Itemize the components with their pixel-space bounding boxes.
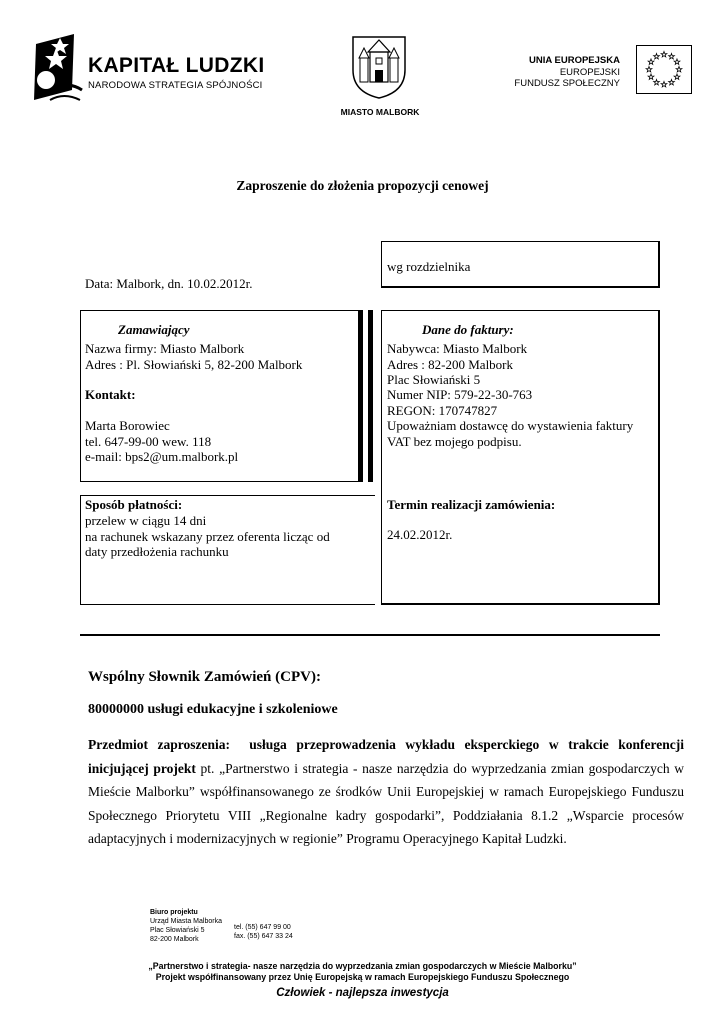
payment-line2: na rachunek wskazany przez oferenta licząc od <box>85 529 330 544</box>
faktura-regon: REGON: 170747827 <box>387 403 498 418</box>
zamawiajacy-address: Adres : Pl. Słowiański 5, 82-200 Malbork <box>85 357 303 372</box>
zamawiajacy-heading: Zamawiający <box>118 322 190 337</box>
office-fax: fax. (55) 647 33 24 <box>234 933 293 940</box>
malbork-crest <box>350 34 408 100</box>
divider-bar <box>368 310 373 482</box>
kapital-ludzki-subtitle: NARODOWA STRATEGIA SPÓJNOŚCI <box>88 80 263 91</box>
document-title: Zaproszenie do złożenia propozycji cenowej <box>236 178 489 193</box>
subject-rest-text: pt. „Partnerstwo i strategia - nasze narzędzia do wyprzedzania zmian gospodarczych w Mieście Malborku” współfinansowanego ze środków Unii Europejskiej w ramach Europejskiego Funduszu Społecznego Priorytetu VIII „Regionalne kadry gospodarki”, Poddziałania 8.1.2 „Wsparcie procesów adaptacyjnych i modernizacyjnych w regionie” Programu Operacyjnego Kapitał Ludzki. <box>88 760 684 846</box>
malbork-coat-of-arms-icon <box>350 34 408 100</box>
kapital-ludzki-title: KAPITAŁ LUDZKI <box>88 54 265 77</box>
section-divider <box>80 634 660 636</box>
divider-bar <box>358 310 363 482</box>
subject-paragraph <box>88 733 684 851</box>
office-tel: tel. (55) 647 99 00 <box>234 924 291 931</box>
eu-label-line2: EUROPEJSKI <box>559 67 620 78</box>
term-heading: Termin realizacji zamówienia: <box>387 497 556 512</box>
cpv-heading: Wspólny Słownik Zamówień (CPV): <box>88 669 321 685</box>
footer-contact <box>234 923 293 941</box>
faktura-authorization-1: Upoważniam dostawcę do wystawienia faktury <box>387 418 634 433</box>
eu-flag <box>636 45 692 94</box>
payment-line1: przelew w ciągu 14 dni <box>85 513 207 528</box>
term-date: 24.02.2012r. <box>387 527 453 542</box>
city-label: MIASTO MALBORK <box>340 107 420 117</box>
footer-office <box>150 908 222 944</box>
footer-cofinancing-line: Projekt współfinansowany przez Unię Europejską w ramach Europejskiego Funduszu Społecznego <box>155 972 570 982</box>
faktura-address1: Adres : 82-200 Malbork <box>387 357 514 372</box>
faktura-nip: Numer NIP: 579-22-30-763 <box>387 387 533 402</box>
footer-project-line: „Partnerstwo i strategia- nasze narzędzia do wyprzedzania zmian gospodarczych w Mieście Malborku” <box>148 961 577 971</box>
eu-label-line1: UNIA EUROPEJSKA <box>529 55 620 66</box>
cpv-code: 80000000 usługi edukacyjne i szkoleniowe <box>88 702 338 717</box>
subject-bold-text: usługa przeprowadzenia wykładu eksperckiego w trakcie konferencji inicjującej projekt <box>88 737 685 776</box>
faktura-heading: Dane do faktury: <box>422 322 514 337</box>
office-line3: 82-200 Malbork <box>150 936 199 943</box>
office-line1: Urząd Miasta Malborka <box>150 918 222 925</box>
faktura-address2: Plac Słowiański 5 <box>387 372 481 387</box>
footer-slogan: Człowiek - najlepsza inwestycja <box>276 987 449 999</box>
contact-heading: Kontakt: <box>85 387 136 402</box>
eu-label-line3: FUNDUSZ SPOŁECZNY <box>514 78 620 89</box>
date-line: Data: Malbork, dn. 10.02.2012r. <box>85 276 253 291</box>
faktura-buyer: Nabywca: Miasto Malbork <box>387 341 528 356</box>
payment-heading: Sposób płatności: <box>85 497 183 512</box>
contact-email: e-mail: bps2@um.malbork.pl <box>85 449 239 464</box>
subject-label: Przedmiot zaproszenia: <box>88 737 231 752</box>
eu-flag-icon <box>636 45 692 94</box>
office-line2: Plac Słowiański 5 <box>150 927 205 934</box>
office-title: Biuro projektu <box>150 909 198 916</box>
kapital-ludzki-logo-icon <box>30 30 90 108</box>
contact-phone: tel. 647-99-00 wew. 118 <box>85 434 212 449</box>
recipient-text: wg rozdzielnika <box>387 259 471 274</box>
payment-line3: daty przedłożenia rachunku <box>85 544 229 559</box>
faktura-authorization-2: VAT bez mojego podpisu. <box>387 434 522 449</box>
contact-person: Marta Borowiec <box>85 418 170 433</box>
zamawiajacy-name: Nazwa firmy: Miasto Malbork <box>85 341 245 356</box>
